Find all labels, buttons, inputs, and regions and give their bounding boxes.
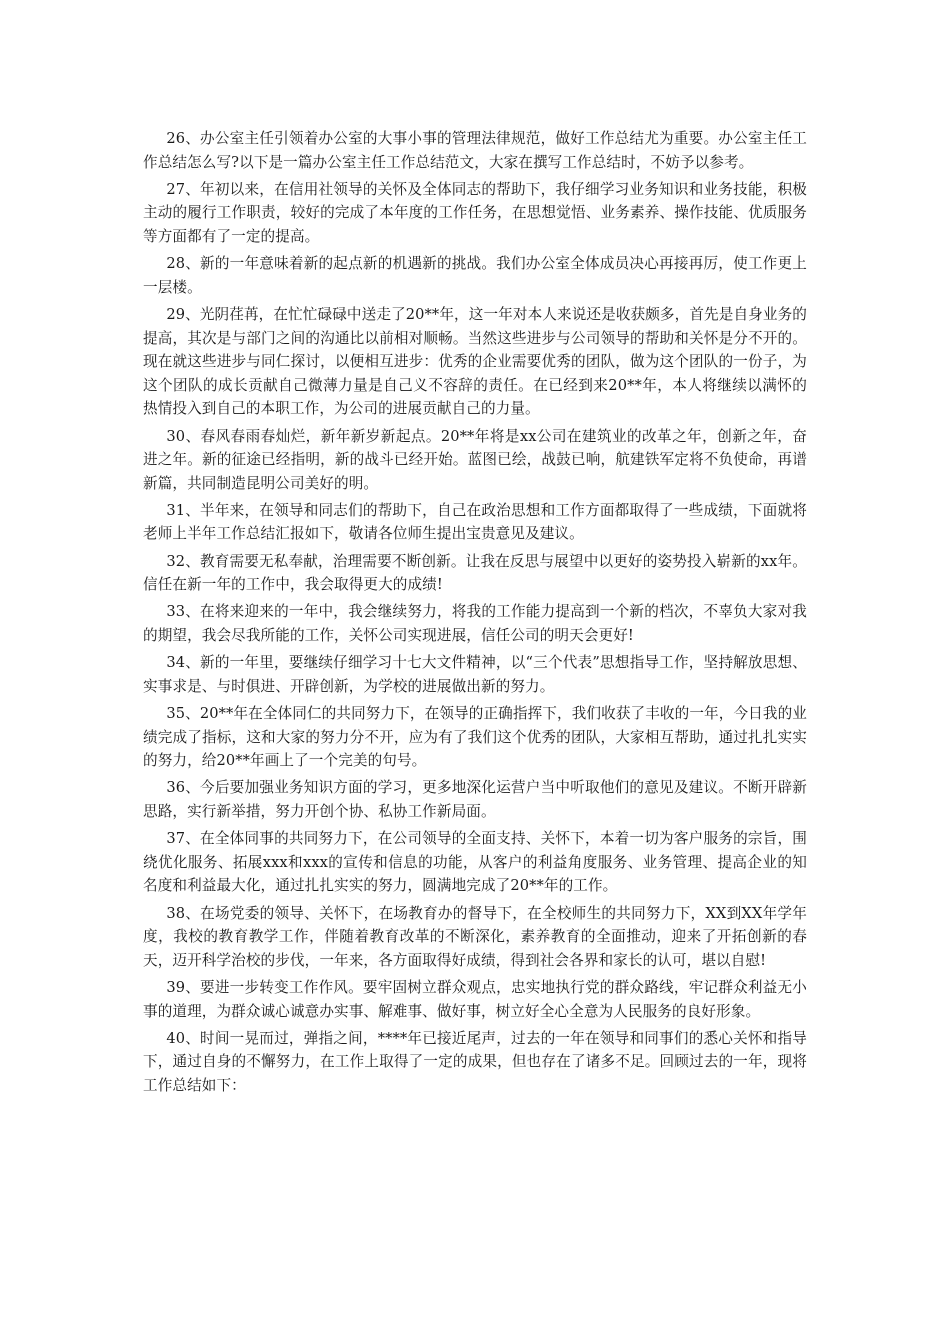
paragraph-31: 31、半年来，在领导和同志们的帮助下，自己在政治思想和工作方面都取得了一些成绩，下面就将老师上半年工作总结汇报如下，敬请各位师生提出宝贵意见及建议。 xyxy=(143,501,807,543)
paragraph-39: 39、要进一步转变工作作风。要牢固树立群众观点，忠实地执行党的群众路线，牢记群众利益无小事的道理，为群众诚心诚意办实事、解难事、做好事，树立好全心全意为人民服务的良好形象。 xyxy=(143,978,807,1020)
paragraph-29: 29、光阴荏苒，在忙忙碌碌中送走了20**年，这一年对本人来说还是收获颇多，首先是自身业务的提高，其次是与部门之间的沟通比以前相对顺畅。当然这些进步与公司领导的帮助和关怀是分不开的。现在就这些进步与同仁探讨，以便相互进步：优秀的企业需要优秀的团队，做为这个团队的一份子，为这个团队的成长贡献自己微薄力量是自己义不容辞的责任。在已经到来20**年，本人将继续以满怀的热情投入到自己的本职工作，为公司的进展贡献自己的力量。 xyxy=(143,305,807,418)
paragraph-36: 36、今后要加强业务知识方面的学习，更多地深化运营户当中听取他们的意见及建议。不断开辟新思路，实行新举措，努力开创个协、私协工作新局面。 xyxy=(143,779,807,820)
paragraph-32: 32、教育需要无私奉献，治理需要不断创新。让我在反思与展望中以更好的姿势投入崭新的xx年。信任在新一年的工作中，我会取得更大的成绩! xyxy=(143,552,807,594)
paragraph-38: 38、在场党委的领导、关怀下，在场教育办的督导下，在全校师生的共同努力下，XX到XX年学年度，我校的教育教学工作，伴随着教育改革的不断深化，素养教育的全面推动，迎来了开拓创新的春天，迈开科学治校的步伐，一年来，各方面取得好成绩，得到社会各界和家长的认可，堪以自慰! xyxy=(143,904,807,969)
paragraph-37: 37、在全体同事的共同努力下，在公司领导的全面支持、关怀下，本着一切为客户服务的宗旨，围绕优化服务、拓展xxx和xxx的宣传和信息的功能，从客户的利益角度服务、业务管理、提高企业的知名度和利益最大化，通过扎扎实实的努力，圆满地完成了20**年的工作。 xyxy=(143,830,807,895)
paragraph-30: 30、春风春雨春灿烂，新年新岁新起点。20**年将是xx公司在建筑业的改革之年，创新之年，奋进之年。新的征途已经指明，新的战斗已经开始。蓝图已绘，战鼓已响，航建铁军定将不负使命，再谱新篇，共同制造昆明公司美好的明。 xyxy=(143,427,807,492)
paragraph-33: 33、在将来迎来的一年中，我会继续努力，将我的工作能力提高到一个新的档次，不辜负大家对我的期望，我会尽我所能的工作，关怀公司实现进展，信任公司的明天会更好! xyxy=(143,603,807,645)
paragraph-35: 35、20**年在全体同仁的共同努力下，在领导的正确指挥下，我们收获了丰收的一年，今日我的业绩完成了指标，这和大家的努力分不开，应为有了我们这个优秀的团队，大家相互帮助，通过扎扎实实的努力，给20**年画上了一个完美的句号。 xyxy=(143,705,807,770)
paragraph-28: 28、新的一年意味着新的起点新的机遇新的挑战。我们办公室全体成员决心再接再厉，使工作更上一层楼。 xyxy=(143,255,807,296)
paragraph-26: 26、办公室主任引领着办公室的大事小事的管理法律规范，做好工作总结尤为重要。办公室主任工作总结怎么写?以下是一篇办公室主任工作总结范文，大家在撰写工作总结时，不妨予以参考。 xyxy=(143,130,807,171)
paragraph-34: 34、新的一年里，要继续仔细学习十七大文件精神，以“三个代表”思想指导工作，坚持解放思想、实事求是、与时俱进、开辟创新，为学校的进展做出新的努力。 xyxy=(143,654,807,695)
paragraph-40: 40、时间一晃而过，弹指之间，****年已接近尾声，过去的一年在领导和同事们的悉心关怀和指导下，通过自身的不懈努力，在工作上取得了一定的成果，但也存在了诸多不足。回顾过去的一年，现将工作总结如下： xyxy=(143,1029,807,1094)
paragraph-27: 27、年初以来，在信用社领导的关怀及全体同志的帮助下，我仔细学习业务知识和业务技能，积极主动的履行工作职责，较好的完成了本年度的工作任务，在思想觉悟、业务素养、操作技能、优质服务等方面都有了一定的提高。 xyxy=(143,180,807,245)
document-body xyxy=(143,127,807,1101)
